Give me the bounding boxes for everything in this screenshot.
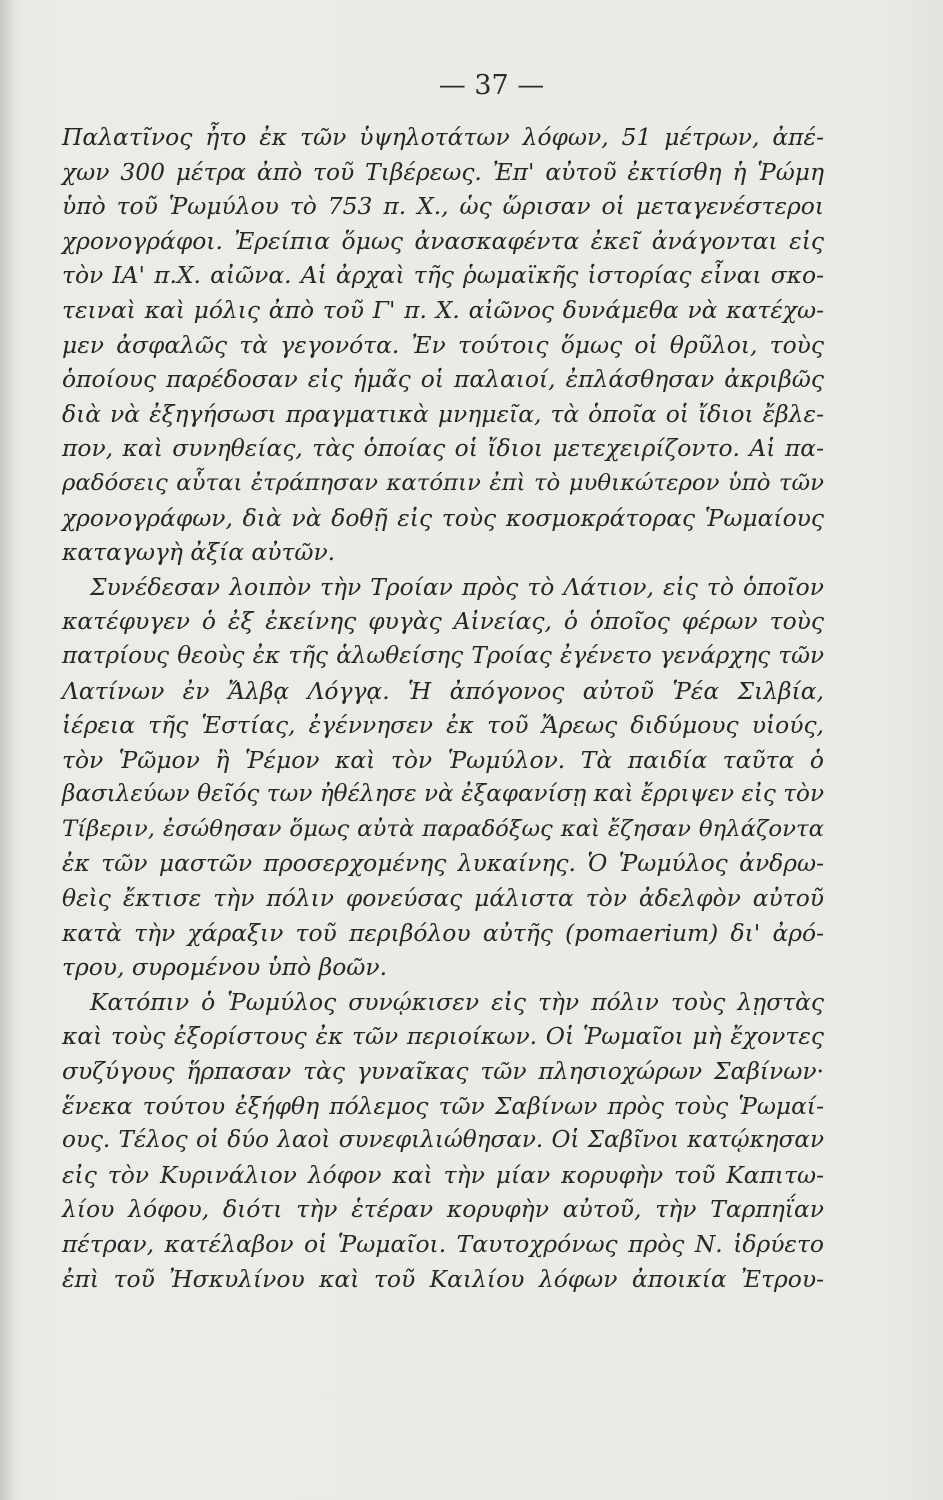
text-line: τὸν ΙΑ' π.Χ. αἰῶνα. Αἱ ἀρχαὶ τῆς ῥωμαϊκῆς ἱστορίας εἶναι σκο- [62,261,824,290]
text-line: ὑπὸ τοῦ Ῥωμύλου τὸ 753 π. Χ., ὡς ὥρισαν οἱ μεταγενέστεροι [62,192,824,221]
text-line: Παλατῖνος ἦτο ἐκ τῶν ὑψηλοτάτων λόφων, 51 μέτρων, ἀπέ- [62,123,824,151]
text-line: ραδόσεις αὗται ἐτράπησαν κατόπιν ἐπὶ τὸ μυθικώτερον ὑπὸ τῶν [62,469,824,496]
text-line: πατρίους θεοὺς ἐκ τῆς ἁλωθείσης Τροίας ἐγένετο γενάρχης τῶν [62,642,824,669]
text-line: τὸν Ῥῶμον ἢ Ῥέμον καὶ τὸν Ῥωμύλον. Τὰ παιδία ταῦτα ὁ [62,745,824,774]
text-line: συζύγους ἥρπασαν τὰς γυναῖκας τῶν πλησιοχώρων Σαβίνων· [62,1057,824,1086]
text-line: χων 300 μέτρα ἀπὸ τοῦ Τιβέρεως. Ἐπ' αὐτοῦ ἐκτίσθη ἡ Ῥώμη [62,157,824,186]
text-line: καὶ τοὺς ἐξορίστους ἐκ τῶν περιοίκων. Οἱ Ῥωμαῖοι μὴ ἔχοντες [62,1022,824,1051]
text-line: μεν ἀσφαλῶς τὰ γεγονότα. Ἐν τούτοις ὅμως οἱ θρῦλοι, τοὺς [62,330,824,359]
text-line: χρονογράφοι. Ἐρείπια ὅμως ἀνασκαφέντα ἐκεῖ ἀνάγονται εἰς [62,226,824,255]
text-line: Τίβεριν, ἐσώθησαν ὅμως αὐτὰ παραδόξως καὶ ἔζησαν θηλάζοντα [62,815,824,842]
text-line: πον, καὶ συνηθείας, τὰς ὁποίας οἱ ἴδιοι μετεχειρίζοντο. Αἱ πα- [62,434,824,463]
text-line: διὰ νὰ ἐξηγήσωσι πραγματικὰ μνημεῖα, τὰ ὁποῖα οἱ ἴδιοι ἔβλε- [62,399,824,428]
text-line: χρονογράφων, διὰ νὰ δοθῇ εἰς τοὺς κοσμοκράτορας Ῥωμαίους [62,503,824,532]
text-line: λίου λόφου, διότι τὴν ἑτέραν κορυφὴν αὐτοῦ, τὴν Ταρπηΐαν [62,1195,824,1224]
text-line: ἐκ τῶν μαστῶν προσερχομένης λυκαίνης. Ὁ Ῥωμύλος ἀνδρω- [62,849,824,878]
text-line: Λατίνων ἐν Ἄλβᾳ Λόγγᾳ. Ἡ ἀπόγονος αὐτοῦ Ῥέα Σιλβία, [62,676,824,705]
text-line: κατὰ τὴν χάραξιν τοῦ περιβόλου αὐτῆς (pomaerium) δι' ἀρό- [62,918,824,947]
text-line: θεὶς ἔκτισε τὴν πόλιν φονεύσας μάλιστα τὸν ἀδελφὸν αὐτοῦ [62,884,824,913]
text-line: Κατόπιν ὁ Ῥωμύλος συνῴκισεν εἰς τὴν πόλιν τοὺς λῃστὰς [90,987,824,1016]
page-spine-shadow [0,0,14,1500]
text-line: εἰς τὸν Κυρινάλιον λόφον καὶ τὴν μίαν κορυφὴν τοῦ Καπιτω- [62,1160,824,1189]
text-line: ους. Τέλος οἱ δύο λαοὶ συνεφιλιώθησαν. Οἱ Σαβῖνοι κατῴκησαν [62,1127,824,1154]
text-line: τειναὶ καὶ μόλις ἀπὸ τοῦ Γ' π. Χ. αἰῶνος δυνάμεθα νὰ κατέχω- [62,295,824,324]
text-line: βασιλεύων θεῖός των ἠθέλησε νὰ ἐξαφανίσῃ καὶ ἔρριψεν εἰς τὸν [62,781,824,808]
text-line: πέτραν, κατέλαβον οἱ Ῥωμαῖοι. Ταυτοχρόνως πρὸς Ν. ἱδρύετο [62,1230,824,1258]
text-line: ἕνεκα τούτου ἐξήφθη πόλεμος τῶν Σαβίνων πρὸς τοὺς Ῥωμαί- [62,1091,824,1120]
page-number: — 37 — [438,70,545,101]
text-line: καταγωγὴ ἀξία αὐτῶν. [62,538,336,567]
text-line: ἐπὶ τοῦ Ἠσκυλίνου καὶ τοῦ Καιλίου λόφων ἀποικία Ἐτρου- [62,1264,824,1293]
text-line: ὁποίους παρέδοσαν εἰς ἡμᾶς οἱ παλαιοί, ἐπλάσθησαν ἀκριβῶς [62,365,824,394]
text-line: τρου, συρομένου ὑπὸ βοῶν. [62,953,388,982]
text-line: ἱέρεια τῆς Ἑστίας, ἐγέννησεν ἐκ τοῦ Ἄρεως διδύμους υἱούς, [62,711,824,740]
body-text [62,120,824,1296]
text-line: κατέφυγεν ὁ ἐξ ἐκείνης φυγὰς Αἰνείας, ὁ ὁποῖος φέρων τοὺς [62,607,824,636]
text-line: Συνέδεσαν λοιπὸν τὴν Τροίαν πρὸς τὸ Λάτιον, εἰς τὸ ὁποῖον [90,572,824,601]
